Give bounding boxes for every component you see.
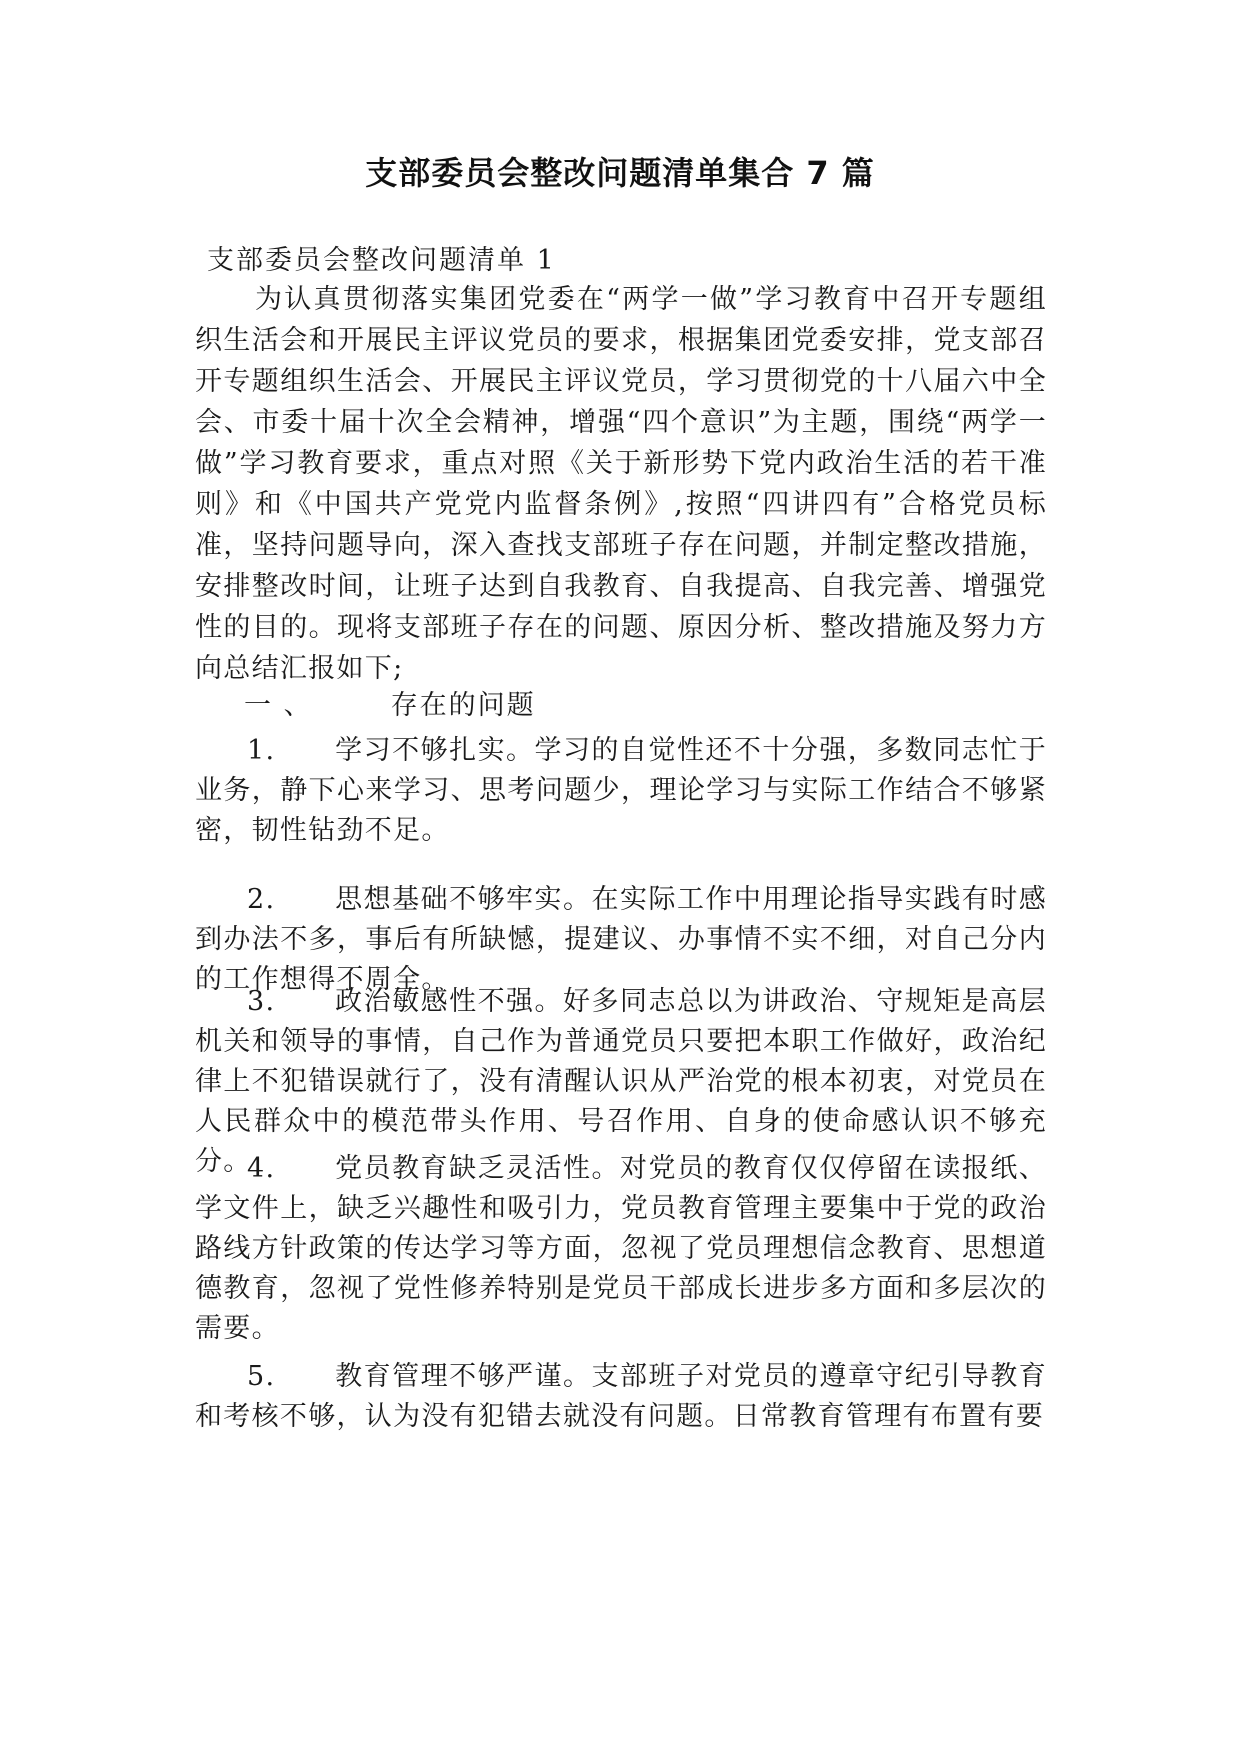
problem-item-number: 3.	[247, 986, 276, 1017]
problem-item-4	[195, 1149, 1047, 1349]
problem-item-text: 教育管理不够严谨。支部班子对党员的遵章守纪引导教育和考核不够，认为没有犯错去就没有问题。日常教育管理有布置有要	[195, 1361, 1047, 1432]
intro-paragraph: 为认真贯彻落实集团党委在“两学一做”学习教育中召开专题组织生活会和开展民主评议党员的要求，根据集团党委安排，党支部召开专题组织生活会、开展民主评议党员，学习贯彻党的十八届六中全会、市委十届十次全会精神，增强“四个意识”为主题，围绕“两学一做”学习教育要求，重点对照《关于新形势下党内政治生活的若干准则》和《中国共产党党内监督条例》,按照“四讲四有”合格党员标准，坚持问题导向，深入查找支部班子存在问题，并制定整改措施，安排整改时间，让班子达到自我教育、自我提高、自我完善、增强党性的目的。现将支部班子存在的问题、原因分析、整改措施及努力方向总结汇报如下;	[195, 284, 1047, 684]
problem-item-5	[195, 1357, 1047, 1437]
problem-item-number: 2.	[247, 884, 276, 915]
problem-item-number: 1.	[247, 735, 276, 766]
document-title: 支部委员会整改问题清单集合 7 篇	[365, 154, 875, 192]
problem-item-number: 4.	[247, 1153, 276, 1184]
problems-heading-number: 一 、	[244, 690, 313, 721]
problems-heading	[244, 686, 536, 726]
problem-item-number: 5.	[247, 1361, 276, 1392]
problem-item-text: 学习不够扎实。学习的自觉性还不十分强，多数同志忙于业务，静下心来学习、思考问题少，理论学习与实际工作结合不够紧密，韧性钻劲不足。	[195, 735, 1047, 846]
problem-item-text: 思想基础不够牢实。在实际工作中用理论指导实践有时感到办法不多，事后有所缺憾，提建议、办事情不实不细，对自己分内的工作想得不周全。	[195, 884, 1047, 995]
problem-item-text: 党员教育缺乏灵活性。对党员的教育仅仅停留在读报纸、学文件上，缺乏兴趣性和吸引力，党员教育管理主要集中于党的政治路线方针政策的传达学习等方面，忽视了党员理想信念教育、思想道德教育，忽视了党性修养特别是党员干部成长进步多方面和多层次的需要。	[195, 1153, 1047, 1344]
section-heading: 支部委员会整改问题清单 1	[207, 245, 556, 276]
problems-heading-label: 存在的问题	[390, 690, 536, 721]
problem-item-1	[195, 731, 1047, 851]
problem-item-text: 政治敏感性不强。好多同志总以为讲政治、守规矩是高层机关和领导的事情，自己作为普通党员只要把本职工作做好，政治纪律上不犯错误就行了，没有清醒认识从严治党的根本初衷，对党员在人民群众中的模范带头作用、号召作用、自身的使命感认识不够充分。	[195, 986, 1047, 1177]
